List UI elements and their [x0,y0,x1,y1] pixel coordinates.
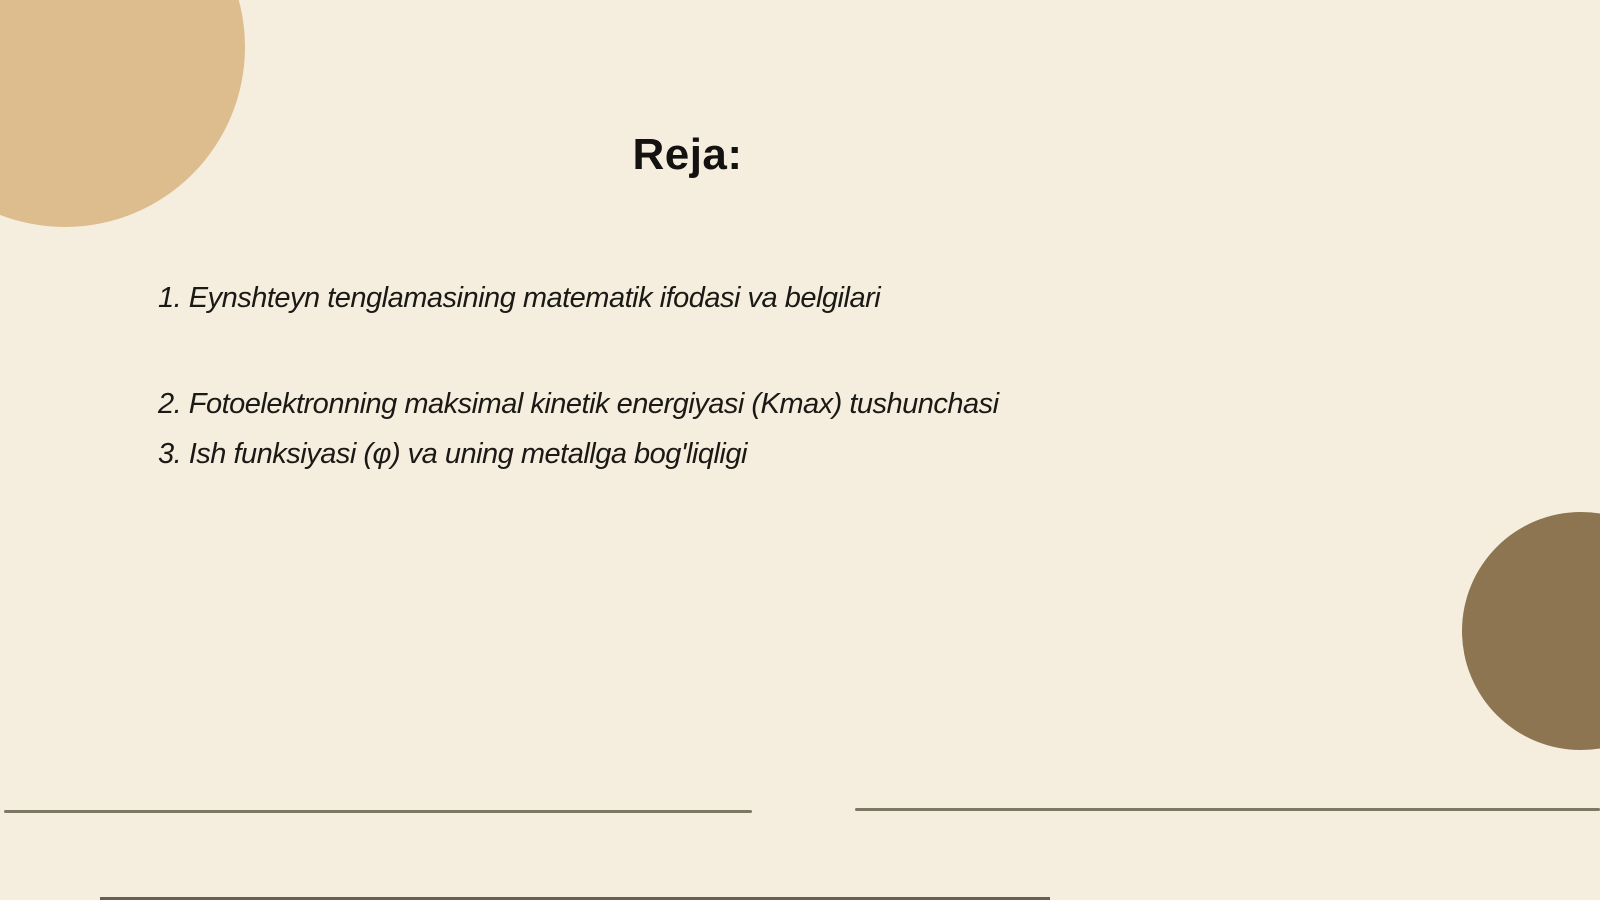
plan-item-1: 1. Eynshteyn tenglamasining matematik ifodasi va belgilari [158,282,881,314]
decorative-circle-right [1462,512,1600,750]
slide-title: Reja: [632,130,743,179]
divider-line-left [4,810,752,813]
decorative-circle-top-left [0,0,245,227]
divider-line-right [855,808,1600,811]
plan-item-2: 2. Fotoelektronning maksimal kinetik energiyasi (Kmax) tushunchasi [158,388,999,420]
plan-list [158,276,1038,476]
plan-item-3: 3. Ish funksiyasi (φ) va uning metallga bog'liqligi [158,438,747,470]
